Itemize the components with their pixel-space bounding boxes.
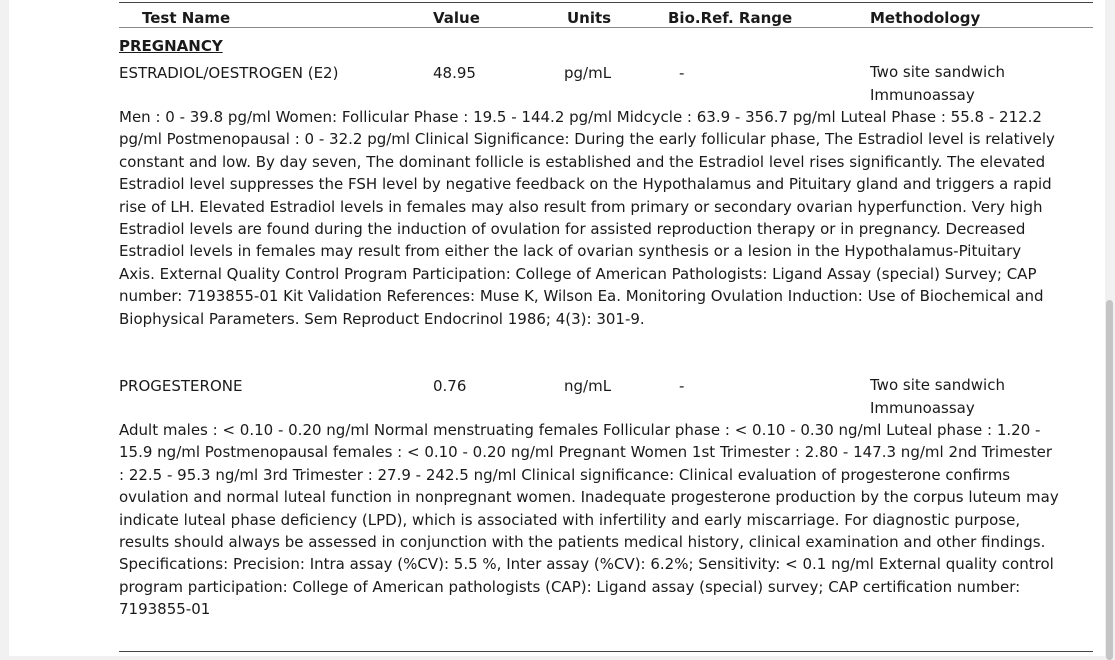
row-test-name: PROGESTERONE — [119, 377, 243, 395]
table-bottom-border — [119, 651, 1093, 652]
methodology-line-1: Two site sandwich — [870, 376, 1005, 394]
vertical-scrollbar[interactable] — [1106, 300, 1113, 660]
row-value: 0.76 — [433, 377, 467, 395]
row-methodology — [870, 61, 1070, 106]
row-units: ng/mL — [564, 377, 612, 395]
methodology-line-2: Immunoassay — [870, 398, 975, 417]
header-units: Units — [567, 9, 612, 27]
header-test-name: Test Name — [142, 9, 231, 27]
header-value: Value — [433, 9, 480, 27]
row-value: 48.95 — [433, 64, 476, 82]
section-title: PREGNANCY — [119, 37, 223, 55]
row-notes: Men : 0 - 39.8 pg/ml Women: Follicular Phase : 19.5 - 144.2 pg/ml Midcycle : 63.9 - 356.7 pg/ml Luteal Phase : 55.8 - 212.2 pg/ml Postmenopausal : 0 - 32.2 pg/ml Clinical Significance: During the early follicular phase, The Estradiol level is relatively constant and low. By day seven, The dominant follicle is established and the Estradiol level rises significantly. The elevated Estradiol level suppresses the FSH level by negative feedback on the Hypothalamus and Pituitary gland and triggers a rapid rise of LH. Elevated Estradiol levels in females may also result from primary or secondary ovarian hyperfunction. Very high Estradiol levels are found during the induction of ovulation for assisted reproduction therapy or in pregnancy. Decreased Estradiol levels in females may result from either the lack of ovarian synthesis or a lesion in the Hypothalamus-Pituitary Axis. External Quality Control Program Participation: College of American Pathologists: Ligand Assay (special) Survey; CAP number: 7193855-01 Kit Validation References: Muse K, Wilson Ea. Monitoring Ovulation Induction: Use of Biochemical and Biophysical Parameters. Sem Reproduct Endocrinol 1986; 4(3): 301-9. — [119, 108, 1055, 328]
row-range: - — [679, 64, 685, 82]
row-range: - — [679, 377, 685, 395]
row-test-name: ESTRADIOL/OESTROGEN (E2) — [119, 64, 339, 82]
table-top-border — [119, 2, 1093, 3]
header-range: Bio.Ref. Range — [668, 9, 793, 27]
methodology-line-1: Two site sandwich — [870, 63, 1005, 81]
header-methodology: Methodology — [870, 9, 981, 27]
methodology-line-2: Immunoassay — [870, 85, 975, 104]
row-methodology — [870, 374, 1070, 419]
report-page — [9, 0, 1105, 656]
row-units: pg/mL — [564, 64, 612, 82]
row-notes: Adult males : < 0.10 - 0.20 ng/ml Normal menstruating females Follicular phase : < 0.10 - 0.30 ng/ml Luteal phase : 1.20 - 15.9 ng/ml Postmenopausal females : < 0.10 - 0.20 ng/ml Pregnant Women 1st Trimester : 2.80 - 147.3 ng/ml 2nd Trimester : 22.5 - 95.3 ng/ml 3rd Trimester : 27.9 - 242.5 ng/ml Clinical significance: Clinical evaluation of progesterone confirms ovulation and normal luteal function in nonpregnant women. Inadequate progesterone production by the corpus luteum may indicate luteal phase deficiency (LPD), which is associated with infertility and early miscarriage. For diagnostic purpose, results should always be assessed in conjunction with the patients medical history, clinical examination and other findings. Specifications: Precision: Intra assay (%CV): 5.5 %, Inter assay (%CV): 6.2%; Sensitivity: < 0.1 ng/ml External quality control program participation: College of American pathologists (CAP): Ligand assay (special) survey; CAP certification number: 7193855-01 — [119, 421, 1059, 619]
header-divider — [119, 27, 1093, 28]
